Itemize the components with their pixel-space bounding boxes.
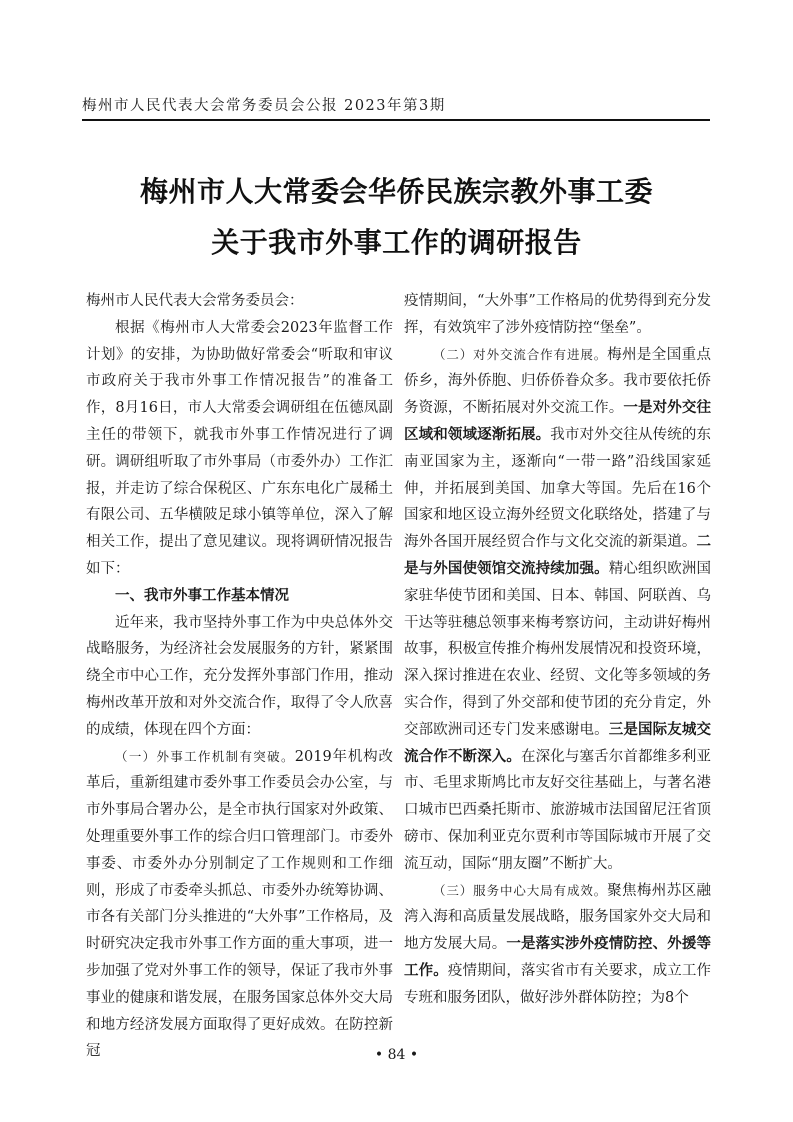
header-rule bbox=[82, 119, 710, 121]
subsection-2-text-d: 在深化与塞舌尔首都维多利亚市、毛里求斯鸠比市友好交往基础上，与著名港口城市巴西桑托斯市、旅游城市法国留尼汪省顶磅市、保加利亚克尔贾利市等国际城市开展了交流互动，国际“朋友圈”不断扩大。 bbox=[404, 748, 711, 872]
section-1-paragraph: 近年来，我市坚持外事工作为中央总体外交战略服务，为经济社会发展服务的方针，紧紧围绕全市中心工作，充分发挥外事部门作用，推动梅州改革开放和对外交流合作，取得了令人欣喜的成绩，体现在四个方面： bbox=[86, 614, 393, 738]
subsection-1-paragraph bbox=[86, 744, 393, 1066]
subsection-3-point-1: 一是落实涉外疫情防控、外援等工作。 bbox=[404, 936, 711, 979]
salutation: 梅州市人民代表大会常务委员会： bbox=[86, 293, 304, 309]
subsection-3-title: （三）服务中心大局有成效。 bbox=[433, 882, 608, 898]
subsection-3-text-a: 聚焦梅州苏区融湾入海和高质量发展战略，服务国家外交大局和地方发展大局。 bbox=[404, 882, 711, 953]
subsection-2-text-c: 精心组织欧洲国家驻华使节团和美国、日本、韩国、阿联酋、乌干达等驻穗总领事来梅考察访问，主动讲好梅州故事，积极宣传推介梅州发展情况和投资环境，深入探讨推进在农业、经贸、文化等多领域的务实合作，得到了外交部和使节团的充分肯定，外交部欧洲司还专门发来感谢电。 bbox=[404, 560, 711, 738]
continued-paragraph: 疫情期间，“大外事”工作格局的优势得到充分发挥，有效筑牢了涉外疫情防控“堡垒”。 bbox=[404, 293, 711, 336]
subsection-2-text-a: 梅州是全国重点侨乡，海外侨胞、归侨侨眷众多。我市要依托侨务资源，不断拓展对外交流工作。 bbox=[404, 346, 711, 417]
subsection-3-text-b: 疫情期间，落实省市有关要求，成立工作专班和服务团队，做好涉外群体防控；为8个 bbox=[404, 962, 711, 1006]
right-column bbox=[404, 288, 711, 1012]
title-line-1: 梅州市人大常委会华侨民族宗教外事工委 bbox=[139, 175, 653, 208]
left-column bbox=[86, 288, 393, 1065]
subsection-3-paragraph bbox=[404, 878, 711, 1012]
subsection-2-point-2: 二是与外国使领馆交流持续加强。 bbox=[404, 534, 711, 577]
subsection-1-text: 2019年机构改革后，重新组建市委外事工作委员会办公室，与市外事局合署办公，是全市执行国家对外政策、处理重要外事工作的综合归口管理部门。市委外事委、市委外办分别制定了工作规则和工作细则，形成了市委牵头抓总、市委外办统筹协调、市各有关部门分头推进的“大外事”工作格局，及时研究决定我市外事工作方面的重大事项，进一步加强了党对外事工作的领导，保证了我市外事事业的健康和谐发展，在服务国家总体外交大局和地方经济发展方面取得了更好成效。在防控新冠 bbox=[86, 748, 393, 1060]
subsection-2-paragraph bbox=[404, 342, 711, 878]
subsection-2-point-3: 三是国际友城交流合作不断深入。 bbox=[404, 721, 711, 765]
section-1-heading: 一、我市外事工作基本情况 bbox=[115, 587, 289, 604]
subsection-2-title: （二）对外交流合作有进展。 bbox=[433, 346, 608, 362]
subsection-2-text-b: 我市对外交往从传统的东南亚国家为主，逐渐向“一带一路”沿线国家延伸，并拓展到美国、加拿大等国。先后在16个国家和地区设立海外经贸文化联络处，搭建了与海外各国开展经贸合作与文化交流的新渠道。 bbox=[404, 426, 711, 551]
title-line-2: 关于我市外事工作的调研报告 bbox=[211, 226, 582, 259]
journal-header: 梅州市人民代表大会常务委员会公报 2023年第3期 bbox=[82, 98, 446, 114]
subsection-2-point-1: 一是对外交往区域和领域逐渐拓展。 bbox=[404, 400, 711, 443]
page-number: • 84 • bbox=[374, 1047, 419, 1063]
subsection-1-title: （一）外事工作机制有突破。 bbox=[115, 748, 295, 764]
intro-paragraph: 根据《梅州市人大常委会2023年监督工作计划》的安排，为协助做好常委会“听取和审议市政府关于我市外事工作情况报告”的准备工作，8月16日，市人大常委会调研组在伍德凤副主任的带领下，就我市外事工作情况进行了调研。调研组听取了市外事局（市委外办）工作汇报，并走访了综合保税区、广东东电化广晟稀土有限公司、五华横陂足球小镇等单位，深入了解相关工作，提出了意见建议。现将调研情况报告如下： bbox=[86, 319, 393, 577]
